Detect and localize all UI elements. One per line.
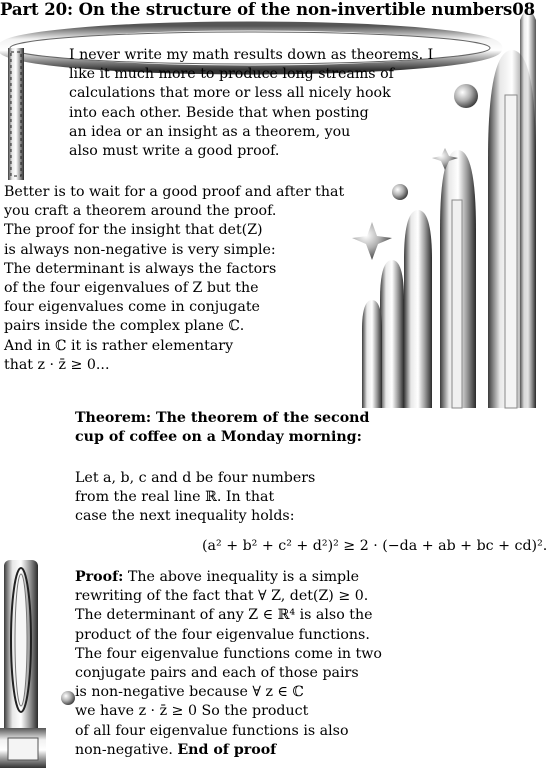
proof-first-line: The above inequality is a simple	[123, 569, 360, 585]
text-line: we have z · z̄ ≥ 0 So the product	[75, 703, 309, 720]
text-line: rewriting of the fact that ∀ Z, det(Z) ≥ 0.	[75, 588, 369, 605]
proof-label: Proof:	[75, 569, 124, 585]
end-of-proof: End of proof	[177, 741, 277, 758]
text-line: of all four eigenvalue functions is also	[75, 722, 349, 739]
text-line: into each other. Beside that when posting	[69, 104, 369, 121]
inequality-formula: (a² + b² + c² + d²)² ≥ 2 · (−da + ab + bc + cd)².	[202, 538, 548, 554]
text-line: is non-negative because ∀ z ∈ ℂ	[75, 684, 304, 701]
proof-paragraph	[75, 568, 382, 760]
intro-paragraph	[69, 46, 433, 161]
sphere-2	[392, 184, 408, 200]
proof-idea-paragraph	[4, 183, 344, 375]
text-line: conjugate pairs and each of those pairs	[75, 665, 359, 682]
text-line: from the real line ℝ. In that	[75, 489, 275, 506]
text-line: And in ℂ it is rather elementary	[4, 337, 234, 354]
proof-last-line: non-negative.	[75, 741, 178, 758]
text-line: The four eigenvalue functions come in two	[75, 645, 382, 662]
theorem-statement	[75, 469, 315, 527]
text-line: The determinant of any Z ∈ ℝ⁴ is also the	[75, 607, 373, 624]
text-line: product of the four eigenvalue functions.	[75, 626, 370, 643]
text-line: like it much more to produce long streams of	[69, 66, 394, 83]
text-line: The proof for the insight that det(Z)	[4, 222, 263, 239]
theorem-heading-line: cup of coffee on a Monday morning:	[75, 429, 362, 446]
text-line: The determinant is always the factors	[4, 260, 277, 277]
text-line: pairs inside the complex plane ℂ.	[4, 318, 245, 335]
text-line: of the four eigenvalues of Z but the	[4, 280, 259, 297]
left-ornament-bottom	[0, 560, 46, 768]
theorem-heading-line: Theorem: The theorem of the second	[75, 410, 370, 426]
sphere-3	[61, 691, 75, 705]
text-line: calculations that more or less all nicely hook	[69, 85, 391, 102]
text-line: you craft a theorem around the proof.	[4, 203, 277, 220]
text-line: Better is to wait for a good proof and after that	[4, 184, 345, 200]
text-line	[75, 741, 382, 760]
text-line: Let a, b, c and d be four numbers	[75, 470, 316, 486]
page-title: Part 20: On the structure of the non-invertible numbers08	[0, 0, 535, 19]
text-line: that z · z̄ ≥ 0...	[4, 356, 110, 373]
theorem-heading	[75, 409, 369, 447]
text-line	[75, 568, 382, 587]
text-line: also must write a good proof.	[69, 143, 280, 160]
text-line: case the next inequality holds:	[75, 508, 295, 525]
text-line: four eigenvalues come in conjugate	[4, 299, 260, 316]
text-line: an idea or an insight as a theorem, you	[69, 123, 351, 140]
text-line: is always non-negative is very simple:	[4, 241, 276, 258]
text-line: I never write my math results down as theorems. I	[69, 47, 434, 63]
sphere-1	[454, 84, 478, 108]
left-bar-top	[8, 48, 24, 180]
